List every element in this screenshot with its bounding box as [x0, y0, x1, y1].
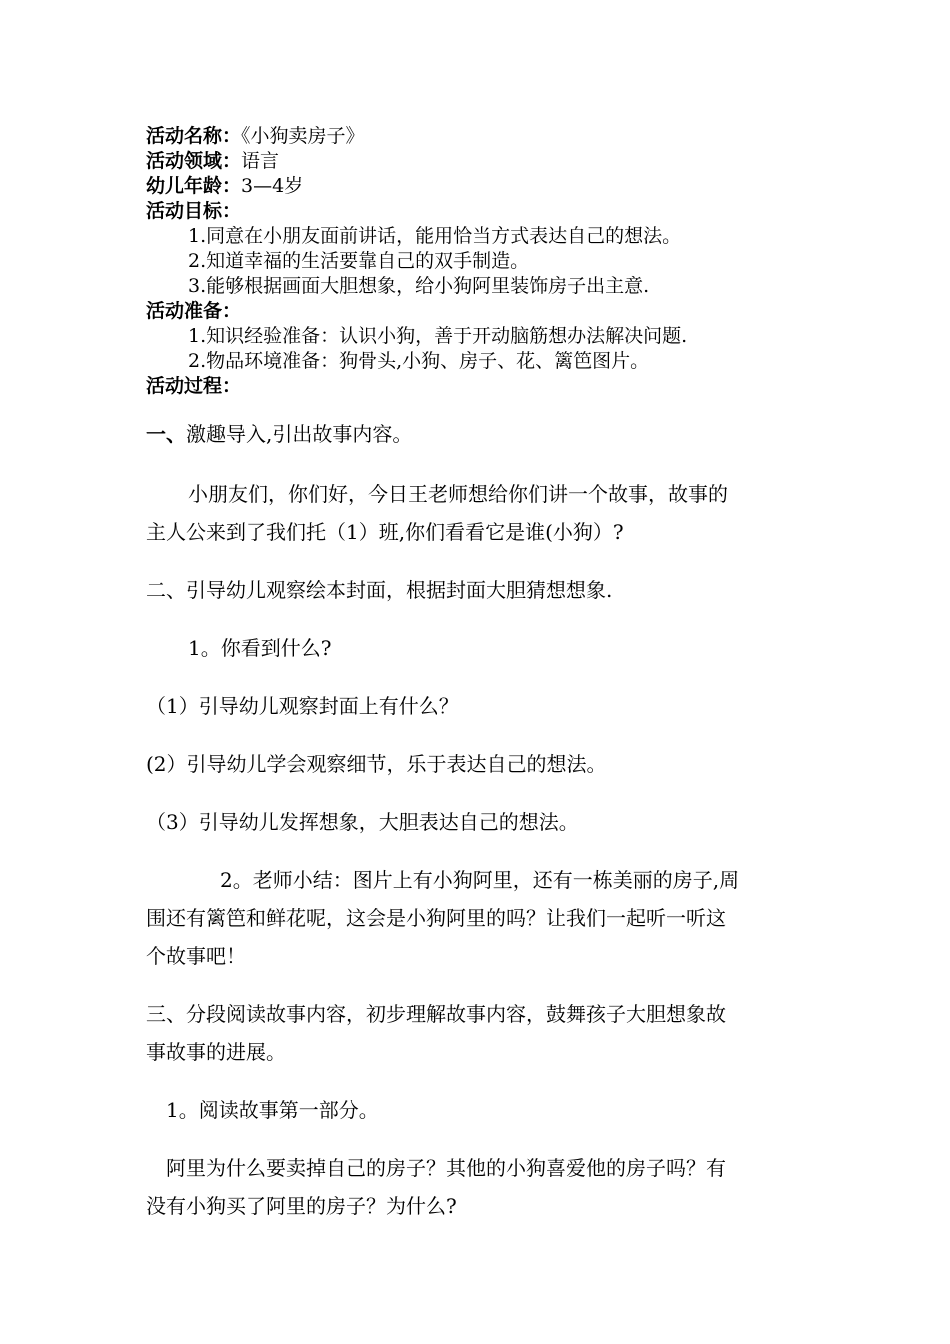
section-2-question-1-a: （1）引导幼儿观察封面上有什么？ [146, 694, 459, 718]
section-2-title: 二、引导幼儿观察绘本封面，根据封面大胆猜想想象. [146, 578, 613, 602]
child-age-line [146, 174, 303, 198]
section-2-question-1-c: （3）引导幼儿发挥想象，大胆表达自己的想法。 [146, 810, 579, 834]
section-3-question-1-line-1: 阿里为什么要卖掉自己的房子？其他的小狗喜爱他的房子吗？有 [166, 1156, 726, 1180]
section-3-question-1: 1。阅读故事第一部分。 [166, 1098, 379, 1122]
section-3-title-line-1: 三、分段阅读故事内容，初步理解故事内容，鼓舞孩子大胆想象故 [146, 1002, 726, 1026]
section-1-para-line-2: 主人公来到了我们托（1）班,你们看看它是谁(小狗）? [146, 520, 624, 544]
activity-process-label: 活动过程： [146, 375, 242, 397]
section-2-summary-line-1: 2。老师小结：图片上有小狗阿里，还有一栋美丽的房子,周 [220, 868, 740, 892]
prep-item-1: 1.知识经验准备：认识小狗，善于开动脑筋想办法解决问题. [188, 325, 688, 347]
section-2-summary-line-2: 围还有篱笆和鲜花呢，这会是小狗阿里的吗？让我们一起听一听这 [146, 906, 726, 930]
section-1-para-line-1: 小朋友们，你们好，今日王老师想给你们讲一个故事，故事的 [188, 482, 728, 506]
activity-name-line [146, 124, 365, 148]
activity-name-value: 《小狗卖房子》 [241, 125, 365, 147]
activity-goals-label: 活动目标： [146, 200, 242, 222]
activity-prep-label: 活动准备： [146, 300, 242, 322]
activity-prep-heading [146, 299, 241, 323]
goal-item-1: 1.同意在小朋友面前讲话，能用恰当方式表达自己的想法。 [188, 225, 682, 247]
section-1-prefix: 一、 [146, 422, 186, 446]
child-age-label: 幼儿年龄： [146, 175, 242, 197]
goal-item-3: 3.能够根据画面大胆想象，给小狗阿里装饰房子出主意. [188, 275, 650, 297]
activity-process-heading [146, 374, 241, 398]
section-2-question-1: 1。你看到什么? [188, 636, 332, 660]
section-2-summary-line-3: 个故事吧！ [146, 944, 246, 968]
goal-item-2: 2.知道幸福的生活要靠自己的双手制造。 [188, 250, 530, 272]
section-3-title-line-2: 事故事的进展。 [146, 1040, 286, 1064]
activity-domain-value: 语言 [241, 150, 280, 172]
activity-domain-label: 活动领域： [146, 150, 242, 172]
prep-item-2: 2.物品环境准备：狗骨头,小狗、房子、花、篱笆图片。 [188, 350, 650, 372]
section-1-title-text: 激趣导入,引出故事内容。 [186, 422, 413, 446]
child-age-value: 3—4岁 [241, 175, 304, 197]
section-3-question-1-line-2: 没有小狗买了阿里的房子？为什么? [146, 1194, 457, 1218]
section-1-title [146, 420, 412, 448]
activity-goals-heading [146, 199, 241, 223]
activity-domain-line [146, 149, 279, 173]
section-2-question-1-b: (2）引导幼儿学会观察细节，乐于表达自己的想法。 [146, 752, 607, 776]
activity-name-label: 活动名称： [146, 125, 242, 147]
